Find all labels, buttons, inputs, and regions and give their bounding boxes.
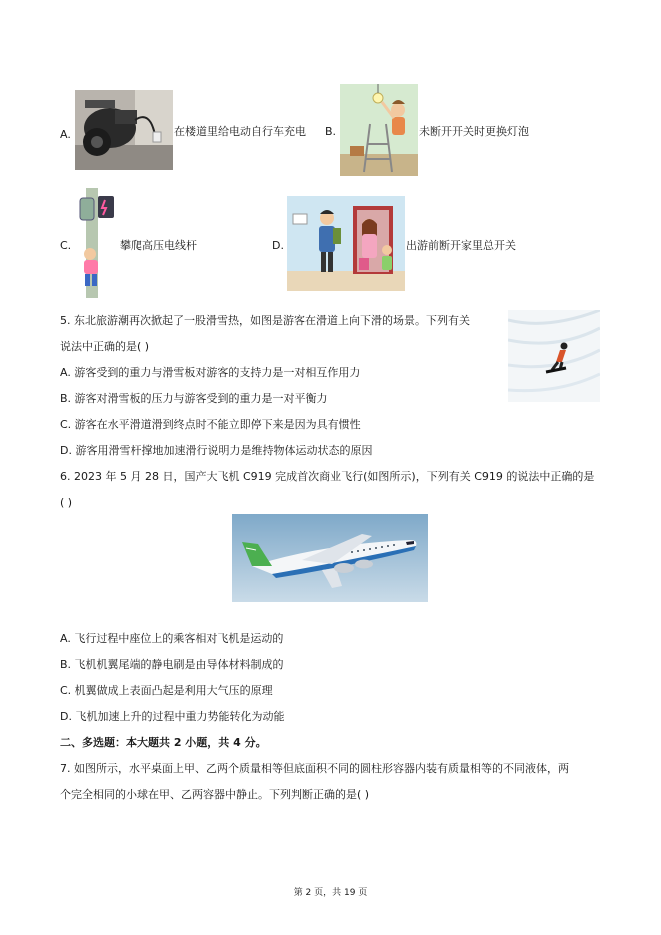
option-d-letter: D.	[272, 239, 284, 252]
q5-option-b: B. 游客对滑雪板的压力与游客受到的重力是一对平衡力	[60, 392, 328, 405]
q6-option-b: B. 飞机机翼尾端的静电刷是由导体材料制成的	[60, 658, 284, 671]
option-b-text: 未断开开关时更换灯泡	[419, 125, 529, 138]
option-c-text: 攀爬高压电线杆	[120, 239, 197, 252]
option-d-text: 出游前断开家里总开关	[406, 239, 516, 252]
page-footer: 第 2 页，共 19 页	[293, 888, 368, 898]
q6-option-d: D. 飞机加速上升的过程中重力势能转化为动能	[60, 710, 285, 723]
skier-photo	[508, 310, 600, 402]
option-a-text: 在楼道里给电动自行车充电	[174, 125, 306, 138]
q6-stem-line1: 6. 2023 年 5 月 28 日，国产大飞机 C919 完成首次商业飞行(如图所示)，下列有关 C919 的说法中正确的是	[60, 470, 595, 483]
climbing-pole-illustration	[72, 188, 122, 298]
q6-option-c: C. 机翼做成上表面凸起是利用大气压的原理	[60, 684, 273, 697]
c919-airplane-photo	[232, 514, 428, 602]
q5-stem-line2: 说法中正确的是( )	[60, 340, 150, 353]
ebike-charging-photo	[75, 90, 173, 170]
option-a-letter: A.	[60, 128, 71, 141]
section-heading: 二、多选题：本大题共 2 小题，共 4 分。	[60, 736, 267, 749]
family-leaving-home-illustration	[287, 196, 405, 291]
q5-option-d: D. 游客用滑雪杆撑地加速滑行说明力是维持物体运动状态的原因	[60, 444, 373, 457]
q6-stem-line2: ( )	[60, 496, 73, 509]
q7-stem-line2: 个完全相同的小球在甲、乙两容器中静止。下列判断正确的是( )	[60, 788, 370, 801]
option-b-letter: B.	[325, 125, 337, 138]
q5-option-a: A. 游客受到的重力与滑雪板对游客的支持力是一对相互作用力	[60, 366, 361, 379]
q5-stem-line1: 5. 东北旅游潮再次掀起了一股滑雪热，如图是游客在滑道上向下滑的场景。下列有关	[60, 314, 470, 327]
q7-stem-line1: 7. 如图所示，水平桌面上甲、乙两个质量相等但底面积不同的圆柱形容器内装有质量相等的不同液体，两	[60, 762, 569, 775]
q6-option-a: A. 飞行过程中座位上的乘客相对飞机是运动的	[60, 632, 284, 645]
option-c-letter: C.	[60, 239, 72, 252]
q5-option-c: C. 游客在水平滑道滑到终点时不能立即停下来是因为具有惯性	[60, 418, 361, 431]
bulb-change-illustration	[340, 84, 418, 176]
